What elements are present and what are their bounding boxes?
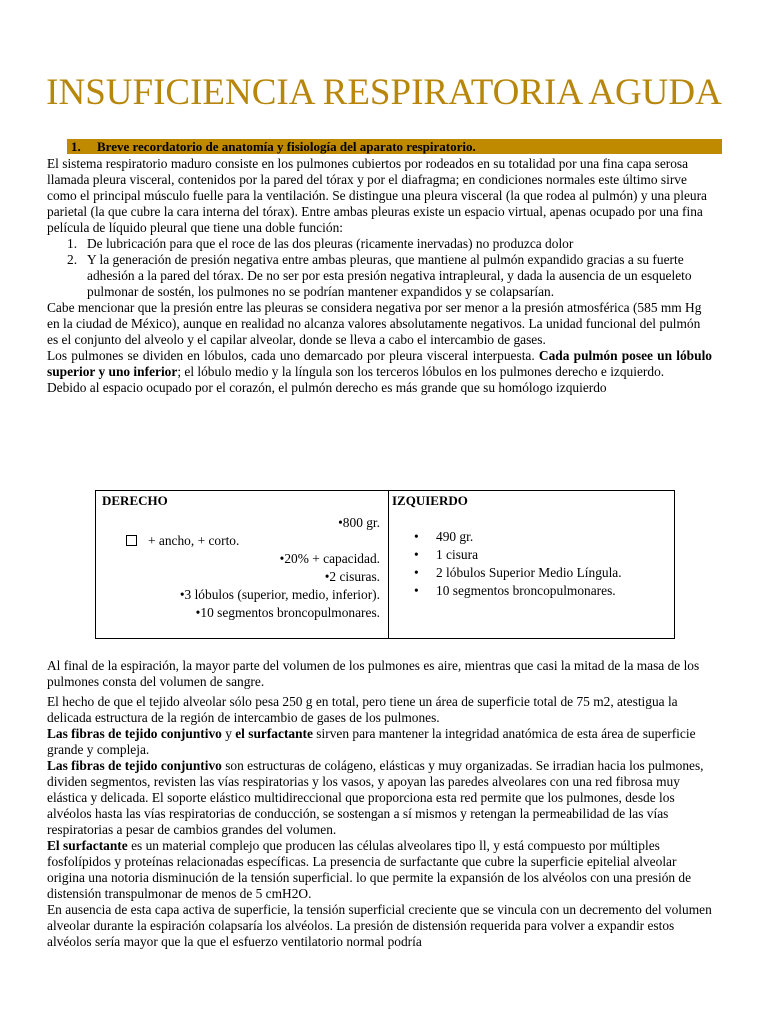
list-item — [47, 252, 712, 300]
table-item-text: 2 cisuras. — [329, 569, 380, 584]
list-item-text: Y la generación de presión negativa entre ambas pleuras, que mantiene al pulmón expandido gracias a su fuerte adhesión a la pared del tórax. De no ser por esta presión negativa intrapleural, y dada la ausencia de un esqueleto pulmonar de sostén, los pulmones no se podrían mantener expandidos y se colapsarían. — [87, 252, 692, 299]
table-item-text: 800 gr. — [342, 515, 380, 530]
table-item-text: + ancho, + corto. — [148, 533, 240, 548]
bold-term: Las fibras de tejido conjuntivo — [47, 726, 222, 741]
bullet-icon: • — [195, 605, 201, 620]
bullet-icon: • — [414, 529, 419, 544]
table-item-text: 20% + capacidad. — [284, 551, 380, 566]
inline-text: sirven para mantener la integridad anatómica de esta área de superficie grande y compleja. — [47, 726, 696, 757]
bold-term: el surfactante — [235, 726, 313, 741]
table-item — [414, 583, 616, 599]
lobes-paragraph — [47, 348, 712, 380]
inline-text: son estructuras de colágeno, elásticas y muy organizadas. Se irradian hacia los pulmones, dividen segmentos, revisten las vías respiratorias y los vasos, y apoyan las paredes alveolares con una red fibrosa muy elástica y delicada. El soporte elástico multidireccional que proporciona esta red permite que los pulmones, desde los alvéolos hasta las vías respiratorias de conducción, se sostengan a sí mismos y retengan la permeabilidad de las vías respiratorias a pesar de cambios grandes del volumen. — [47, 758, 704, 837]
bold-term: El surfactante — [47, 838, 128, 853]
left-lung-header: IZQUIERDO — [392, 493, 468, 508]
section-label: Breve recordatorio de anatomía y fisiología del aparato respiratorio. — [97, 139, 476, 154]
table-divider — [388, 491, 389, 638]
table-item — [262, 551, 380, 567]
document-title: INSUFICIENCIA RESPIRATORIA AGUDA — [46, 71, 722, 113]
absence-paragraph: En ausencia de esta capa activa de superficie, la tensión superficial creciente que se vincula con un decremento del volumen alveolar durante la espiración colapsaría los alvéolos. La presión de distensión requerida para volver a expandir estos alvéolos sería mayor que la que el esfuerzo ventilatorio normal podría — [47, 902, 712, 949]
intro-paragraph: El sistema respiratorio maduro consiste en los pulmones cubiertos por rodeados en su totalidad por una fina capa serosa llamada pleura visceral, contenidos por la pared del tórax y por el diafragma; en condiciones normales este último sirve como el principal músculo fuelle para la ventilación. Se distingue una pleura visceral (la que rodea al pulmón) y una pleura parietal (la que cubre la cara interna del tórax). Entre ambas pleuras existe un espacio virtual, apenas ocupado por una fina película de líquido pleural que tiene una doble función: — [47, 156, 707, 235]
checkbox-square-icon — [126, 535, 137, 546]
section-heading — [67, 139, 722, 154]
lobes-text-bold: Cada pulmón posee un lóbulo superior y uno inferior — [47, 348, 712, 379]
section-number: 1. — [71, 139, 81, 154]
table-item — [307, 569, 380, 585]
table-item — [126, 533, 239, 549]
pleura-functions-list — [47, 236, 712, 300]
table-item — [414, 565, 622, 581]
list-item-number: 1. — [67, 236, 78, 251]
table-item-text: 3 lóbulos (superior, medio, inferior). — [184, 587, 380, 602]
bullet-icon: • — [179, 587, 185, 602]
table-item — [414, 529, 473, 545]
surfactant-paragraph — [47, 838, 712, 902]
lobes-text-end: ; el lóbulo medio y la língula son los terceros lóbulos en los pulmones derecho e izquierdo. — [177, 364, 665, 379]
tissue-paragraph: El hecho de que el tejido alveolar sólo pesa 250 g en total, pero tiene un área de superficie total de 75 m2, atestigua la delicada estructura de la región de intercambio de gases de los pulmones. — [47, 694, 678, 725]
bullet-icon: • — [324, 569, 330, 584]
table-item — [321, 515, 380, 531]
list-item — [47, 236, 712, 252]
table-item — [178, 605, 380, 621]
right-lung-header: DERECHO — [102, 493, 168, 508]
bullet-icon: • — [279, 551, 285, 566]
bullet-icon: • — [338, 515, 343, 530]
inline-text: es un material complejo que producen las células alveolares tipo ll, y está compuesto por múltiples fosfolípidos y proteínas relacionadas específicas. La presencia de surfactante que cubre la superficie epitelial alveolar origina una notoria disminución de la tensión superficial. lo que permite la expansión de los alvéolos con una presión de distensión transpulmonar de menos de 5 cmH2O. — [47, 838, 692, 901]
list-item-text: De lubricación para que el roce de las dos pleuras (ricamente inervadas) no produzca dolor — [87, 236, 574, 251]
lower-block — [47, 658, 712, 950]
expiration-paragraph: Al final de la espiración, la mayor parte del volumen de los pulmones es aire, mientras que casi la mitad de la masa de los pulmones consta del volumen de sangre. — [47, 658, 700, 689]
pressure-paragraph: Cabe mencionar que la presión entre las pleuras se considera negativa por ser menor a la presión atmosférica (585 mm Hg en la ciudad de México), aunque en realidad no alcanza valores absolutamente negativos. La unidad funcional del pulmón es el conjunto del alveolo y el capilar alveolar, donde se lleva a cabo el intercambio de gases. — [47, 300, 702, 347]
table-item-text: 490 gr. — [436, 529, 474, 544]
inline-text: y — [221, 726, 236, 741]
table-item-text: 10 segmentos broncopulmonares. — [436, 583, 616, 598]
table-item-text: 1 cisura — [436, 547, 479, 562]
bullet-icon: • — [414, 583, 419, 598]
lobes-text-start: Los pulmones se dividen en lóbulos, cada uno demarcado por pleura visceral interpuesta. — [47, 348, 539, 363]
table-item-text: 2 lóbulos Superior Medio Língula. — [436, 565, 622, 580]
list-item-number: 2. — [67, 252, 78, 267]
intro-block — [47, 156, 712, 396]
bullet-icon: • — [414, 565, 419, 580]
table-item — [414, 547, 478, 563]
lung-comparison-table — [95, 490, 675, 639]
heart-paragraph: Debido al espacio ocupado por el corazón, el pulmón derecho es más grande que su homólogo izquierdo — [47, 380, 607, 395]
bold-term: Las fibras de tejido conjuntivo — [47, 758, 222, 773]
fibers-paragraph — [47, 758, 712, 838]
table-item — [163, 587, 380, 603]
table-item-text: 10 segmentos broncopulmonares. — [200, 605, 380, 620]
fibers-surfactant-paragraph — [47, 726, 712, 758]
bullet-icon: • — [414, 547, 419, 562]
